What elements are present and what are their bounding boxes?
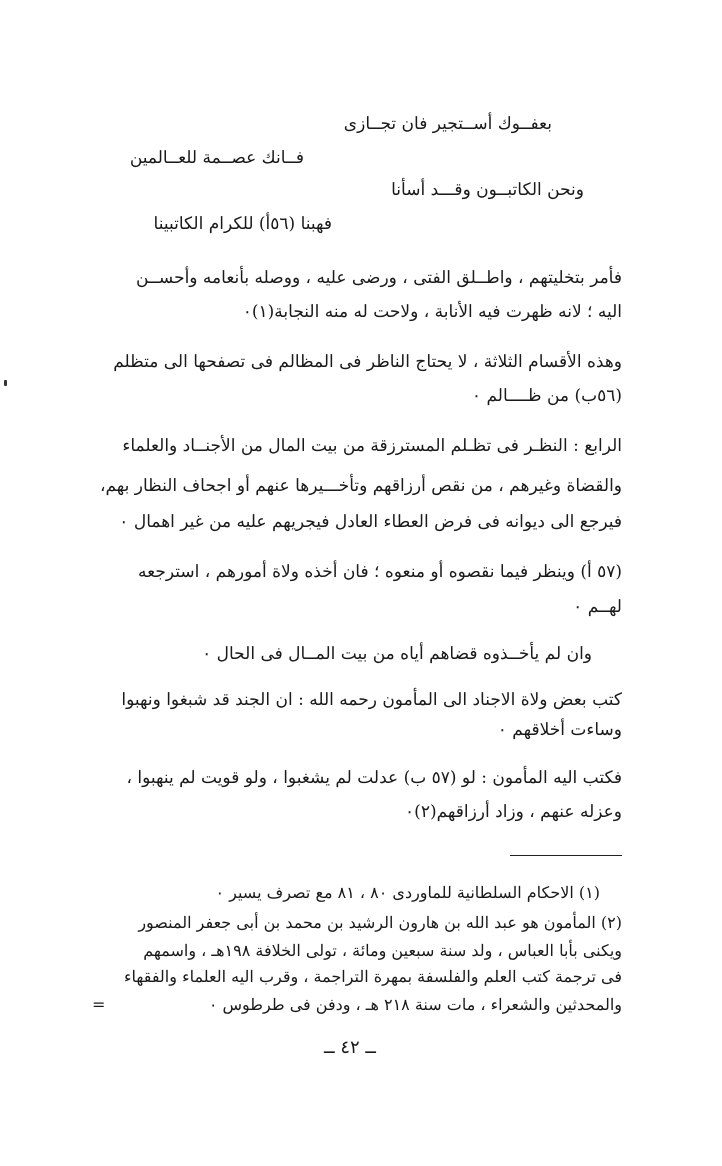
paragraph-6-line-2: وساءت أخلاقهم ٠ [497,720,622,740]
paragraph-1-line-2: اليه ؛ لانه ظهرت فيه الأنابة ، ولاحت له منه النجابة(١)٠ [242,302,622,322]
paragraph-4-line-1: (٥٧ أ) وينظر فيما نقصوه أو منعوه ؛ فان أخذه ولاة أمورهم ، استرجعه [138,562,622,582]
paragraph-3-line-1: الرابع : النظـر فى تظـلم المسترزقة من بيت المال من الأجنــاد والعلماء [122,436,622,456]
paragraph-6-line-1: كتب بعض ولاة الاجناد الى المأمون رحمه الله : ان الجند قد شبغوا ونهبوا [121,690,622,710]
poem-verse-3: ونحن الكاتبــون وقـــد أسأنا [391,180,584,200]
footnote-separator [510,855,622,856]
footnote-2-line-2: ويكنى بأبا العباس ، ولد سنة سبعين ومائة ، تولى الخلافة ١٩٨هـ ، واسمهم [143,941,622,960]
paragraph-3-line-2: والقضاة وغيرهم ، من نقص أرزاقهم وتأخـــيرها عنهم أو اجحاف النظار بهم، [99,476,622,496]
scan-mark [4,380,7,386]
footnote-2-line-3: فى ترجمة كتب العلم والفلسفة بمهرة التراجمة ، وقرب اليه العلماء والفقهاء [123,967,622,986]
paragraph-2-line-2: (٥٦ب) من ظــــالم ٠ [471,386,622,406]
poem-verse-4: فهبنا (٥٦أ) للكرام الكاتبينا [153,214,332,234]
paragraph-1-line-1: فأمر بتخليتهم ، واطــلق الفتى ، ورضى عليه ، ووصله بأنعامه وأحســن [136,268,622,288]
paragraph-7-line-2: وعزله عنهم ، وزاد أرزاقهم(٢)٠ [405,802,622,822]
footnote-2-line-4: والمحدثين والشعراء ، مات سنة ٢١٨ هـ ، ودفن فى طرطوس ٠ [208,995,622,1014]
footnote-2-line-1: (٢) المأمون هو عبد الله بن هارون الرشيد بن محمد بن أبى جعفر المنصور [138,913,622,932]
page-number: ــ ٤٢ ــ [324,1037,376,1058]
footnote-continue-mark: = [92,995,106,1014]
paragraph-5-line-1: وان لم يأخــذوه قضاهم أياه من بيت المــال فى الحال ٠ [202,644,592,664]
paragraph-2-line-1: وهذه الأقسام الثلاثة ، لا يحتاج الناظر فى المظالم فى تصفحها الى متظلم [113,352,622,372]
paragraph-3-line-3: فيرجع الى ديوانه فى فرض العطاء العادل فيجريهم عليه من غير اهمال ٠ [119,512,622,532]
poem-verse-1: بعفــوك أســتجير فان تجــازى [343,114,552,134]
paragraph-4-line-2: لهــم ٠ [573,597,622,617]
footnote-1: (١) الاحكام السلطانية للماوردى ٨٠ ، ٨١ مع تصرف يسير ٠ [215,883,600,902]
poem-verse-2: فــانك عصــمة للعــالمين [129,148,304,168]
paragraph-7-line-1: فكتب اليه المأمون : لو (٥٧ ب) عدلت لم يشغبوا ، ولو قويت لم ينهبوا ، [126,768,622,788]
